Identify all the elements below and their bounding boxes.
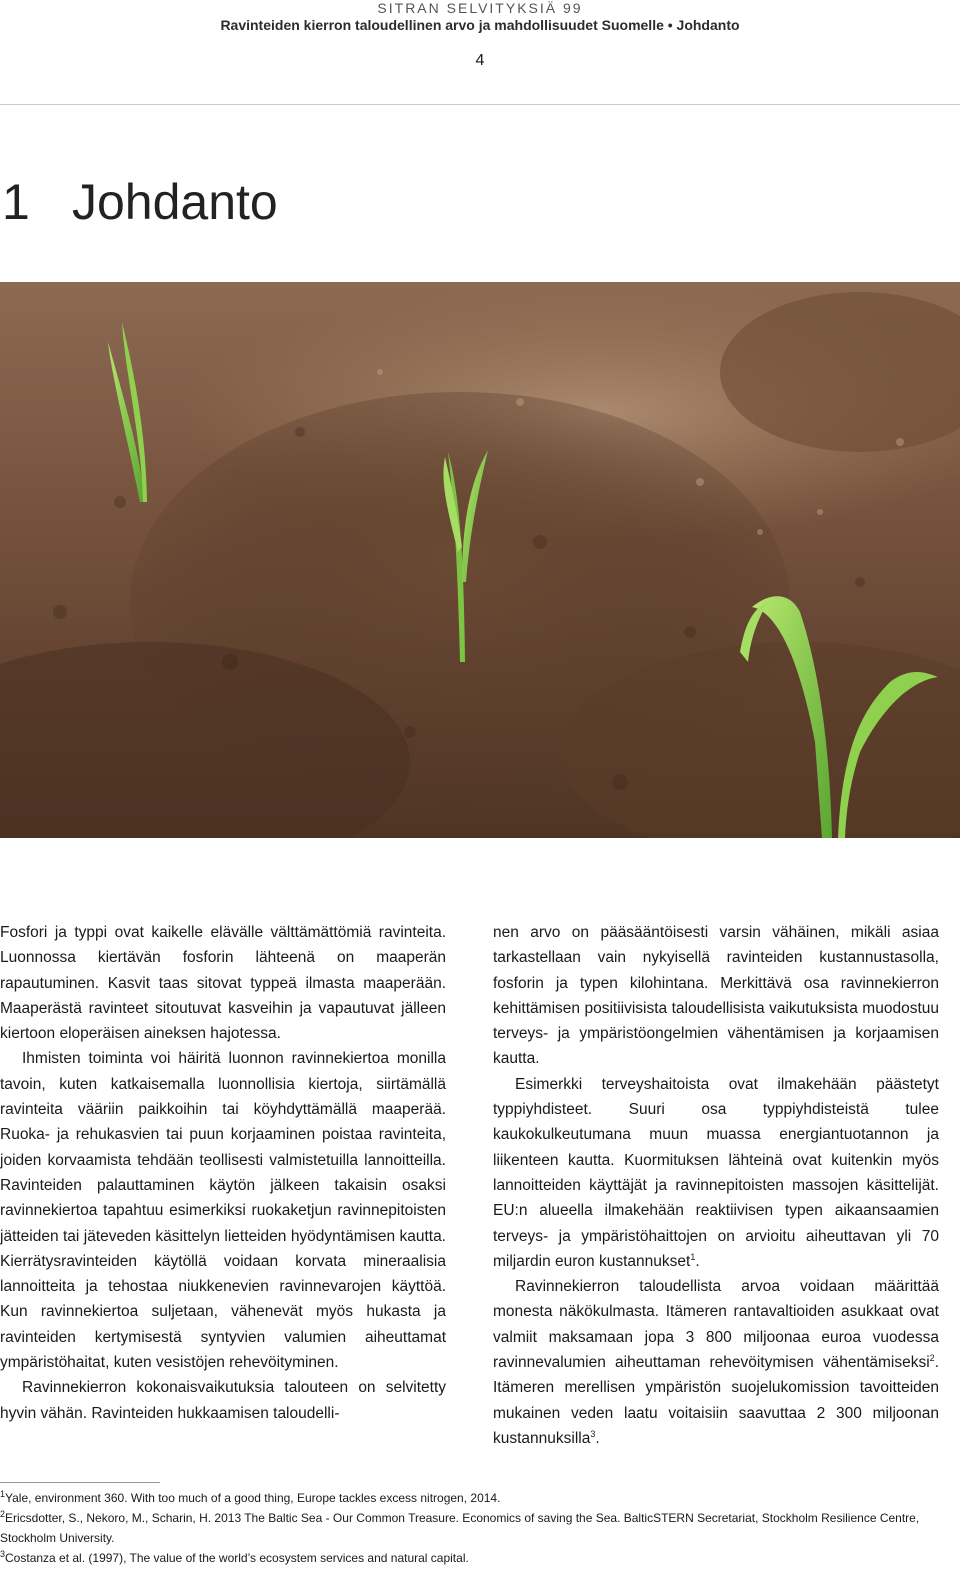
footnote-ref: 1	[690, 1251, 696, 1262]
paragraph-text: . Itämeren merellisen ympäristön suojelukomission tavoitteiden mukainen veden laatu voitaisiin saavuttaa 2 300 miljoonan kustannuksilla	[493, 1354, 939, 1447]
paragraph-text: .	[695, 1252, 700, 1270]
header-divider	[0, 104, 960, 105]
body-column-left	[0, 920, 446, 1426]
paragraph: Fosfori ja typpi ovat kaikelle elävälle välttämättömiä ravinteita. Luonnossa kiertävän fosforin lähteenä on maaperän rapautuminen. Kasvit taas sitovat typpeä ilmasta maaperään. Maaperästä ravinteet sitoutuvat kasveihin ja vapautuvat jälleen kiertoon eloperäisen aineksen hajotessa.	[0, 924, 446, 1043]
footnote	[0, 1508, 945, 1548]
document-subtitle: Ravinteiden kierron taloudellinen arvo ja mahdollisuudet Suomelle • Johdanto	[220, 17, 740, 33]
page-number: 4	[475, 52, 485, 69]
chapter-title: Johdanto	[72, 174, 278, 230]
footnote-number: 1	[0, 1489, 6, 1499]
paragraph: nen arvo on pääsääntöisesti varsin vähäinen, mikäli asiaa tarkastellaan vain nykyisellä ravinteiden kustannustasolla, fosforin ja typen kilohintana. Merkittävä osa ravinnekierron kehittämisen positiivisista taloudellisista vaikutuksista muodostuu terveys- ja ympäristöongelmien vähentämisen ja korjaamisen kautta.	[493, 924, 939, 1068]
footnote-ref: 3	[590, 1428, 596, 1439]
footnote-number: 2	[0, 1509, 6, 1519]
paragraph	[493, 1274, 939, 1451]
footnote	[0, 1488, 945, 1508]
footnote-text: Yale, environment 360. With too much of a good thing, Europe tackles excess nitrogen, 2014.	[5, 1491, 501, 1505]
footnote-ref: 2	[929, 1352, 935, 1363]
chapter-number: 1	[2, 174, 30, 230]
seedlings-photo	[0, 282, 960, 838]
paragraph-text: Ravinnekierron taloudellista arvoa voidaan määrittää monesta näkökulmasta. Itämeren rantavaltioiden asukkaat ovat valmiit maksamaan jopa 3 800 miljoonaa euroa vuodessa ravinnevalumien aiheuttaman rehevöitymisen vähentämiseksi	[493, 1278, 939, 1372]
paragraph-text: Esimerkki terveyshaitoista ovat ilmakehään päästetyt typpiyhdisteet. Suuri osa typpiyhdisteistä tulee kaukokulkeutumana muun muassa energiantuotannon ja liikenteen kautta. Kuormituksen lähteinä ovat kuitenkin myös lannoitteiden käyttäjät ja ravinnepitoisten massojen käsittelijät. EU:n alueella ilmakehään reaktiivisen typen aikaansaamien terveys- ja ympäristöhaittojen on arvioitu aiheuttavan yli 70 miljardin euron kustannukset	[493, 1075, 939, 1270]
footnote-text: Ericsdotter, S., Nekoro, M., Scharin, H. 2013 The Baltic Sea - Our Common Treasure. Economics of saving the Sea. BalticSTERN Secretariat, Stockholm Resilience Centre, Stockholm University.	[0, 1511, 920, 1545]
paragraph-text: .	[595, 1429, 600, 1447]
footnotes	[0, 1488, 945, 1568]
footnote-text: Costanza et al. (1997), The value of the world’s ecosystem services and natural capital.	[5, 1551, 469, 1565]
footnote-divider	[0, 1482, 160, 1483]
paragraph: Ravinnekierron kokonaisvaikutuksia talouteen on selvitetty hyvin vähän. Ravinteiden hukkaamisen taloudelli-	[0, 1379, 446, 1422]
series-title: SITRAN SELVITYKSIÄ 99	[377, 0, 583, 16]
chapter-heading	[2, 172, 278, 232]
paragraph	[493, 1072, 939, 1274]
running-header	[0, 0, 960, 34]
paragraph: Ihmisten toiminta voi häiritä luonnon ravinnekiertoa monilla tavoin, kuten katkaisemalla luonnollisia kiertoja, siirtämällä ravinteita vääriin paikkoihin tai köyhdyttämällä maaperää. Ruoka- ja rehukasvien tai puun korjaaminen poistaa ravinteita, joiden korvaamista tehdään teollisesti valmistetuilla lannoitteilla. Ravinteiden palauttaminen käytön jälkeen takaisin osaksi ravinnekiertoa tapahtuu esimerkiksi ruokaketjun ravinnepitoisten jätteiden tai jäteveden käsittelyn lietteiden hyödyntämisen kautta. Kierrätysravinteiden käytöllä voidaan korvata mineraalisia lannoitteita ja tehostaa niukkenevien ravinnevarojen käyttöä. Kun ravinnekiertoa suljetaan, vähenevät myös hukasta ja ravinteiden kertymisestä syntyvien valumien aiheuttamat ympäristöhaitat, kuten vesistöjen rehevöityminen.	[0, 1050, 446, 1372]
footnote	[0, 1548, 945, 1568]
body-column-right	[493, 920, 939, 1451]
footnote-number: 3	[0, 1549, 6, 1559]
